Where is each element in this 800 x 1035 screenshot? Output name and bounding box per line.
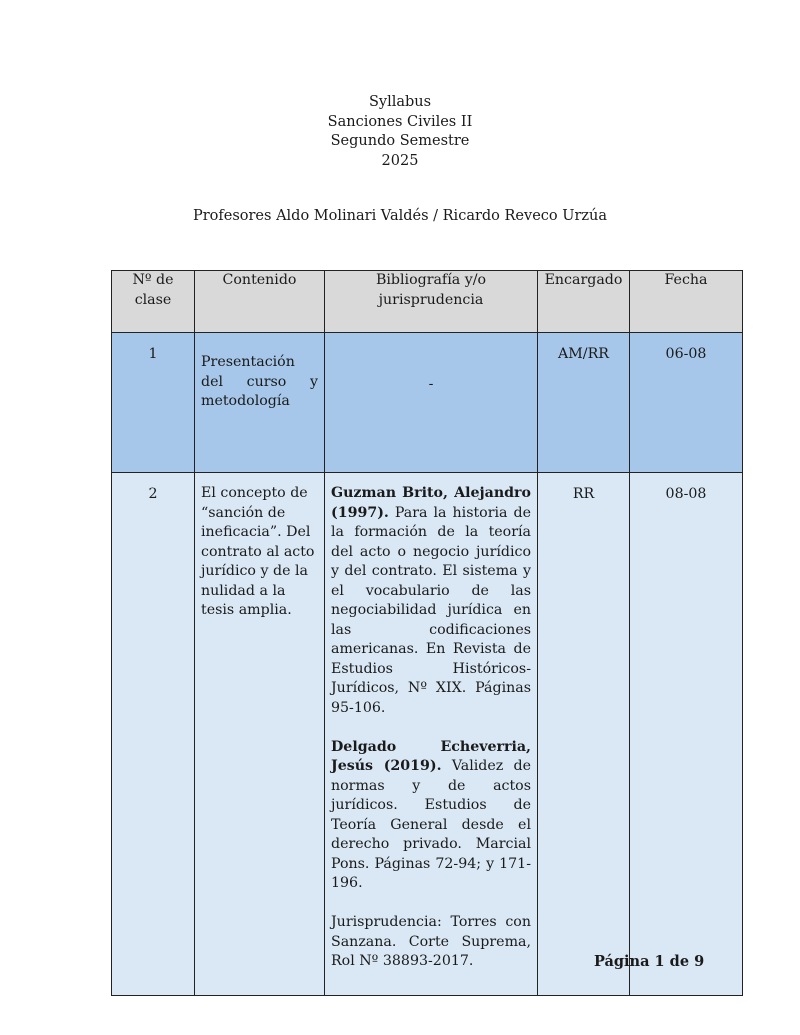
header-course-title: Sanciones Civiles II xyxy=(327,113,473,130)
class-number-cell: 1 xyxy=(112,333,195,473)
document-header xyxy=(0,93,800,171)
content-cell: El concepto de “sanción de ineficacia”. Del contrato al acto jurídico y de la nulidad a la tesis amplia. xyxy=(195,473,325,996)
header-semester: Segundo Semestre xyxy=(330,133,470,149)
column-header-date: Fecha xyxy=(630,271,743,333)
bibliography-author: Guzman Brito, Alejandro (1997). xyxy=(331,485,531,521)
professors-line: Profesores Aldo Molinari Valdés / Ricardo Reveco Urzúa xyxy=(192,208,608,224)
bibliography-entry xyxy=(331,484,531,718)
class-number-cell: 2 xyxy=(112,473,195,996)
column-header-bibliography: Bibliografía y/o jurisprudencia xyxy=(325,271,538,333)
table-row xyxy=(112,473,743,996)
bibliography-text: Validez de normas y de actos jurídicos. Estudios de Teoría General desde el derecho privado. Marcial Pons. Páginas 72-94; y 171-196. xyxy=(331,758,531,891)
bibliography-cell: - xyxy=(325,333,538,473)
encargado-cell: RR xyxy=(538,473,630,996)
column-header-class-number: Nº de clase xyxy=(112,271,195,333)
date-cell: 06-08 xyxy=(630,333,743,473)
content-cell: Presentación del curso y metodología xyxy=(195,333,325,473)
jurisprudence-entry xyxy=(331,913,531,972)
bibliography-cell xyxy=(325,473,538,996)
bibliography-author: Delgado Echeverria, Jesús (2019). xyxy=(331,738,531,774)
encargado-cell: AM/RR xyxy=(538,333,630,473)
column-header-content: Contenido xyxy=(195,271,325,333)
column-header-encargado: Encargado xyxy=(538,271,630,333)
page-number: Página 1 de 9 xyxy=(594,953,705,970)
bibliography-entry xyxy=(331,738,531,894)
header-year: 2025 xyxy=(381,152,419,169)
jurisprudence-text: Jurisprudencia: Torres con Sanzana. Corte Suprema, Rol Nº 38893-2017. xyxy=(331,914,531,969)
table-row xyxy=(112,333,743,473)
date-cell: 08-08 xyxy=(630,473,743,996)
syllabus-table xyxy=(111,270,743,996)
bibliography-text: Para la historia de la formación de la teoría del acto o negocio jurídico y del contrato. El sistema y el vocabulario de las negociabilidad jurídica en las codificaciones americanas. En Revista de Estudios Históricos-Jurídicos, Nº XIX. Páginas 95-106. xyxy=(331,504,531,716)
header-syllabus: Syllabus xyxy=(368,94,432,110)
table-header-row xyxy=(112,271,743,333)
